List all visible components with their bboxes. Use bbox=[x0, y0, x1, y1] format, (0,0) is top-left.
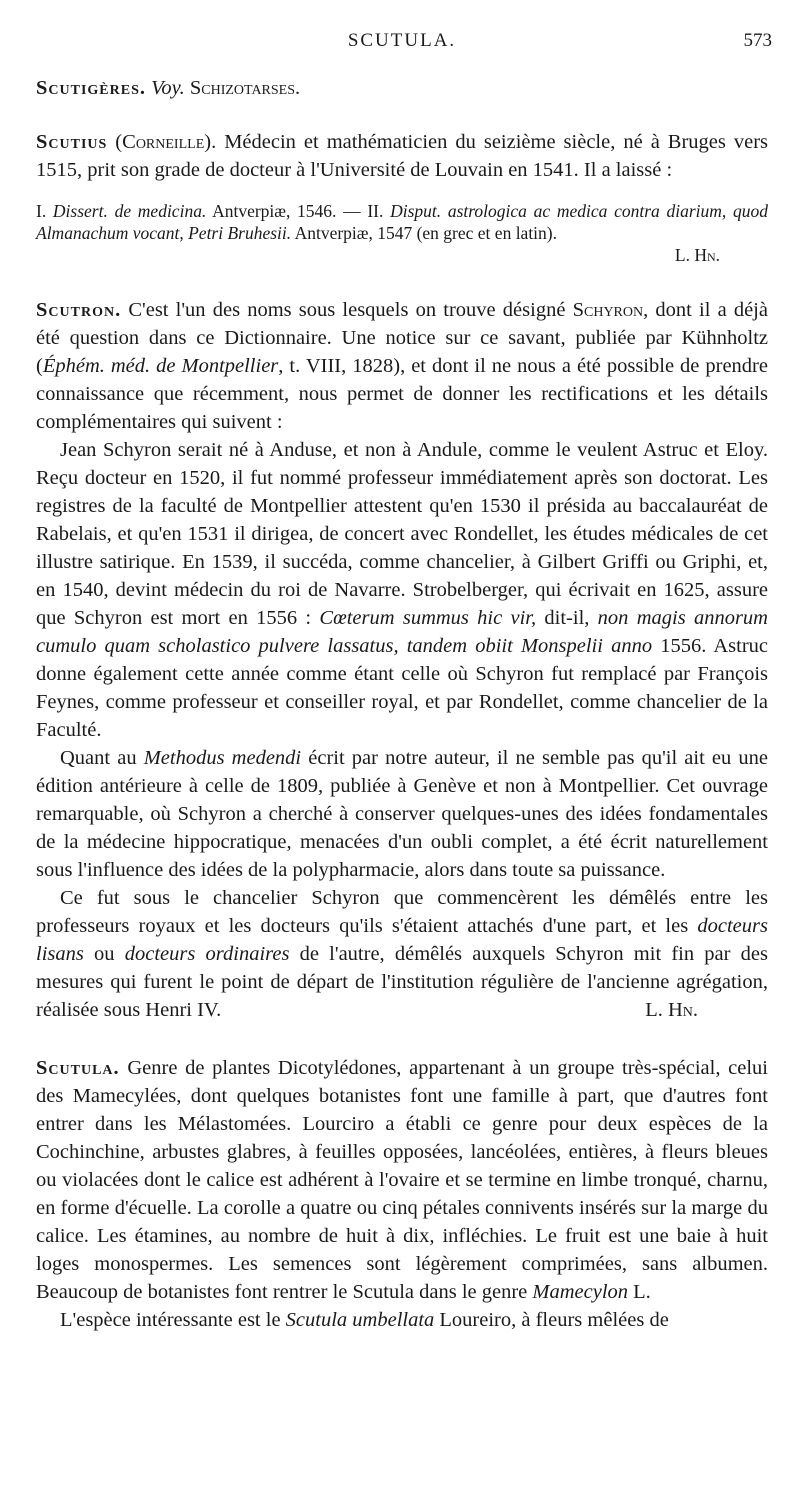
author-signature: L. Hn. bbox=[645, 999, 698, 1021]
latin-quote: non magis annorum cumulo quam scholastico pulvere lassatus, tandem obiit Monspelii anno bbox=[36, 607, 768, 657]
entry-scutius bbox=[36, 128, 768, 266]
headword-scutula: Scutula. bbox=[36, 1057, 120, 1079]
entry-scutigeres bbox=[36, 74, 768, 102]
text: de l'autre, démêlés auxquels Schyron mit fin par des mesures qui furent le point de départ de l'institution régulière de l'ancienne agrégation, réalisée sous Henri IV. bbox=[36, 943, 768, 1021]
text: ou bbox=[83, 943, 125, 965]
scutula-paragraph-2 bbox=[36, 1306, 768, 1334]
work-title: Dissert. de medicina. bbox=[52, 201, 207, 221]
headword-scutron: Scutron. bbox=[36, 299, 122, 321]
work-title: Éphém. méd. de Montpellier bbox=[42, 355, 279, 377]
scutron-paragraph-2 bbox=[36, 436, 768, 744]
scutron-paragraph-4 bbox=[36, 884, 768, 1024]
text: Ce fut sous le chancelier Schyron que commencèrent les démêlés entre les professeurs royaux et les docteurs qu'ils s'étaient attachés d'une part, et les bbox=[36, 887, 768, 937]
cross-reference: Schizotarses. bbox=[189, 77, 301, 99]
entry-scutigeres-paragraph bbox=[36, 74, 768, 102]
running-title: SCUTULA. bbox=[347, 30, 457, 51]
scutron-paragraph-3 bbox=[36, 744, 768, 884]
scutula-paragraph-1 bbox=[36, 1054, 768, 1306]
see-also-label: Voy. bbox=[151, 77, 185, 99]
headword-scutigeres: Scutigères. bbox=[36, 77, 146, 99]
page-number: 573 bbox=[743, 30, 772, 51]
text: C'est l'un des noms sous lesquels on trouve désigné bbox=[121, 299, 573, 321]
text: Genre de plantes Dicotylédones, appartenant à un groupe très-spécial, celui des Mamecylées, dont quelques botanistes font une famille à part, que d'autres font entrer dans les Mélastomées. Lourciro a établi ce genre pour deux espèces de la Cochinchine, arbustes glabres, à feuilles opposées, lancéolées, entières, à fleurs bleues ou violacées dont le calice est adhérent à l'ovaire et se termine en limbe tronqué, charnu, en forme d'écuelle. La corolle a quatre ou cinq pétales connivents insérés sur la marge du calice. Les étamines, au nombre de huit à dix, infléchies. Le fruit est une baie à huit loges monospermes. Les semences sont légèrement comprimées, sans albumen. Beaucoup de botanistes font rentrer le Scutula dans le genre bbox=[36, 1057, 768, 1303]
entry-scutula bbox=[36, 1054, 768, 1334]
text: Jean Schyron serait né à Anduse, et non à Andule, comme le veulent Astruc et Eloy. Reçu docteur en 1520, il fut nommé professeur immédiatement après son doctorat. Les registres de la faculté de Montpellier attestent qu'en 1530 il présida au baccalauréat de Rabelais, et qu'en 1531 il dirigea, de concert avec Rondellet, les études médicales de cet illustre satirique. En 1539, il succéda, comme chancelier, à Gilbert Griffi ou Griphi, et, en 1540, devint médecin du roi de Navarre. Strobelberger, qui écrivait en 1625, assure que Schyron est mort en 1556 : bbox=[36, 439, 768, 629]
text: dit-il, bbox=[536, 607, 598, 629]
person-name: Corneille bbox=[122, 131, 205, 153]
text: écrit par notre auteur, il ne semble pas qu'il ait eu une édition antérieure à celle de 1809, publiée à Genève et non à Montpellier. Cet ouvrage remarquable, où Schyron a cherché à conserver quelques-unes des idées fondamentales de la médecine hippocratique, menacées d'un oubli complet, a été écrit naturellement sous l'influence des idées de la polypharmacie, alors dans toute sa puissance. bbox=[36, 747, 768, 881]
text: ). Médecin et mathématicien du seizième siècle, né à Bruges vers 1515, prit son grade de docteur à l'Université de Louvain en 1541. Il a laissé : bbox=[36, 131, 769, 181]
text: ( bbox=[107, 131, 123, 153]
latin-quote: Cœterum summus hic vir, bbox=[319, 607, 537, 629]
text: I. bbox=[36, 201, 53, 221]
text: Antverpiæ, 1547 (en grec et en latin). bbox=[291, 223, 557, 243]
running-head bbox=[36, 30, 772, 58]
bibliography bbox=[36, 200, 768, 266]
author-signature: L. Hn. bbox=[674, 245, 720, 265]
text: Loureiro, à fleurs mêlées de bbox=[434, 1309, 669, 1331]
text: , t. VIII, 1828), et dont il ne nous a été possible de prendre connaissance que récemment, nous permet de donner les rectifications et les détails complémentaires qui suivent : bbox=[36, 355, 768, 433]
italic-term: docteurs lisans bbox=[36, 915, 768, 965]
entry-scutius-paragraph bbox=[36, 128, 768, 184]
work-title: Methodus medendi bbox=[143, 747, 302, 769]
article-body bbox=[36, 74, 768, 1362]
text: , dont il a déjà été question dans ce Dictionnaire. Une notice sur ce savant, publiée par Kühnholtz ( bbox=[36, 299, 768, 377]
headword-scutius: Scutius bbox=[36, 131, 108, 153]
person-name: Schyron bbox=[572, 299, 644, 321]
genus-name: Mamecylon bbox=[532, 1281, 629, 1303]
work-title: Disput. astrologica ac medica contra diarium, quod Almanachum vocant, Petri Bruhesii. bbox=[36, 201, 768, 243]
text: 1556. Astruc donne également cette année comme étant celle où Schyron fut remplacé par François Feynes, comme professeur et conseiller royal, et par Rondellet, comme chancelier de la Faculté. bbox=[36, 635, 768, 741]
text: L'espèce intéressante est le bbox=[60, 1309, 286, 1331]
page bbox=[36, 0, 772, 1489]
italic-term: docteurs ordinaires bbox=[124, 943, 290, 965]
text: Quant au bbox=[60, 747, 144, 769]
species-name: Scutula umbellata bbox=[285, 1309, 435, 1331]
entry-scutron bbox=[36, 296, 768, 1024]
scutron-paragraph-1 bbox=[36, 296, 768, 436]
text: Antverpiæ, 1546. — II. bbox=[206, 201, 391, 221]
text: L. bbox=[628, 1281, 651, 1303]
